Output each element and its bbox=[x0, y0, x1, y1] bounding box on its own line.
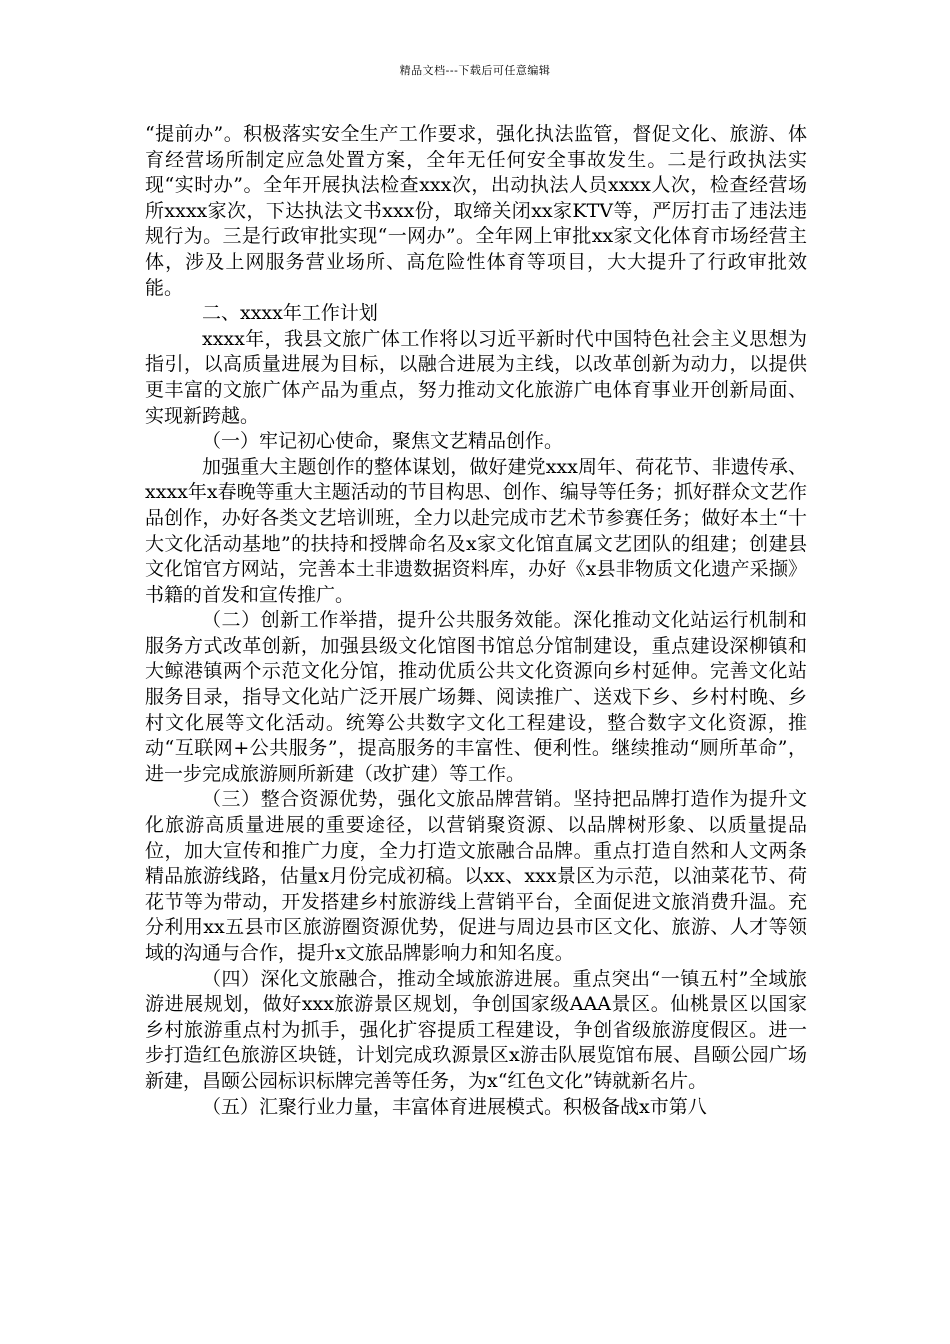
paragraph-sports-development: （五）汇聚行业力量，丰富体育进展模式。积极备战x市第八 bbox=[202, 1095, 707, 1118]
page-header: 精品文档---下载后可任意编辑 bbox=[399, 64, 551, 77]
paragraph-tourism-integration: （四）深化文旅融合，推动全域旅游进展。重点突出“一镇五村”全域旅游进展规划，做好xxx旅游景区规划，争创国家级AAA景区。仙桃景区以国家乡村旅游重点村为抓手，强化扩容提质工程建设，争创省级旅游度假区。进一步打造红色旅游区块链，计划完成玖源景区x游击队展览馆布展、昌颐公园广场新建，昌颐公园标识标牌完善等任务，为x“红色文化”铸就新名片。 bbox=[145, 967, 807, 1092]
paragraph-safety-enforcement: “提前办”。积极落实安全生产工作要求，强化执法监管，督促文化、旅游、体育经营场所制定应急处置方案，全年无任何安全事故发生。二是行政执法实现“实时办”。全年开展执法检查xxx次，出动执法人员xxxx人次，检查经营场所xxxx家次，下达执法文书xxx份，取缔关闭xx家KTV等，严厉打击了违法违规行为。三是行政审批实现“一网办”。全年网上审批xx家文化体育市场经营主体，涉及上网服务营业场所、高危险性体育等项目，大大提升了行政审批效能。 bbox=[145, 123, 807, 299]
paragraph-art-creation: 加强重大主题创作的整体谋划，做好建党xxx周年、荷花节、非遗传承、xxxx年x春晚等重大主题活动的节目构思、创作、编导等任务；抓好群众文艺作品创作，办好各类文艺培训班，全力以赴完成市艺术节参赛任务；做好本土“十大文化活动基地”的扶持和授牌命名及x家文化馆直属文艺团队的组建；创建县文化馆官方网站，完善本土非遗数据资料库，办好《x县非物质文化遗产采撷》书籍的首发和宣传推广。 bbox=[145, 455, 807, 606]
paragraph-plan-overview: xxxx年，我县文旅广体工作将以习近平新时代中国特色社会主义思想为指引，以高质量进展为目标，以融合进展为主线，以改革创新为动力，以提供更丰富的文旅广体产品为重点，努力推动文化旅游广电体育事业开创新局面、实现新跨越。 bbox=[145, 327, 807, 427]
subheading-art-creation: （一）牢记初心使命，聚焦文艺精品创作。 bbox=[202, 430, 564, 453]
document-body bbox=[145, 122, 807, 1120]
section-heading-work-plan: 二、xxxx年工作计划 bbox=[202, 302, 378, 325]
paragraph-brand-marketing: （三）整合资源优势，强化文旅品牌营销。坚持把品牌打造作为提升文化旅游高质量进展的重要途径，以营销聚资源、以品牌树形象、以质量提品位，加大宣传和推广力度，全力打造文旅融合品牌。重点打造自然和人文两条精品旅游线路，估量x月份完成初稿。以xx、xxx景区为示范，以油菜花节、荷花节等为带动，开发搭建乡村旅游线上营销平台，全面促进文旅消费升温。充分利用xx五县市区旅游圈资源优势，促进与周边县市区文化、旅游、人才等领域的沟通与合作，提升x文旅品牌影响力和知名度。 bbox=[145, 788, 807, 964]
paragraph-public-service: （二）创新工作举措，提升公共服务效能。深化推动文化站运行机制和服务方式改革创新，加强县级文化馆图书馆总分馆制建设，重点建设深柳镇和大鲸港镇两个示范文化分馆，推动优质公共文化资源向乡村延伸。完善文化站服务目录，指导文化站广泛开展广场舞、阅读推广、送戏下乡、乡村村晚、乡村文化展等文化活动。统筹公共数字文化工程建设，整合数字文化资源，推动“互联网+公共服务”，提高服务的丰富性、便利性。继续推动“厕所革命”，进一步完成旅游厕所新建（改扩建）等工作。 bbox=[145, 609, 807, 785]
